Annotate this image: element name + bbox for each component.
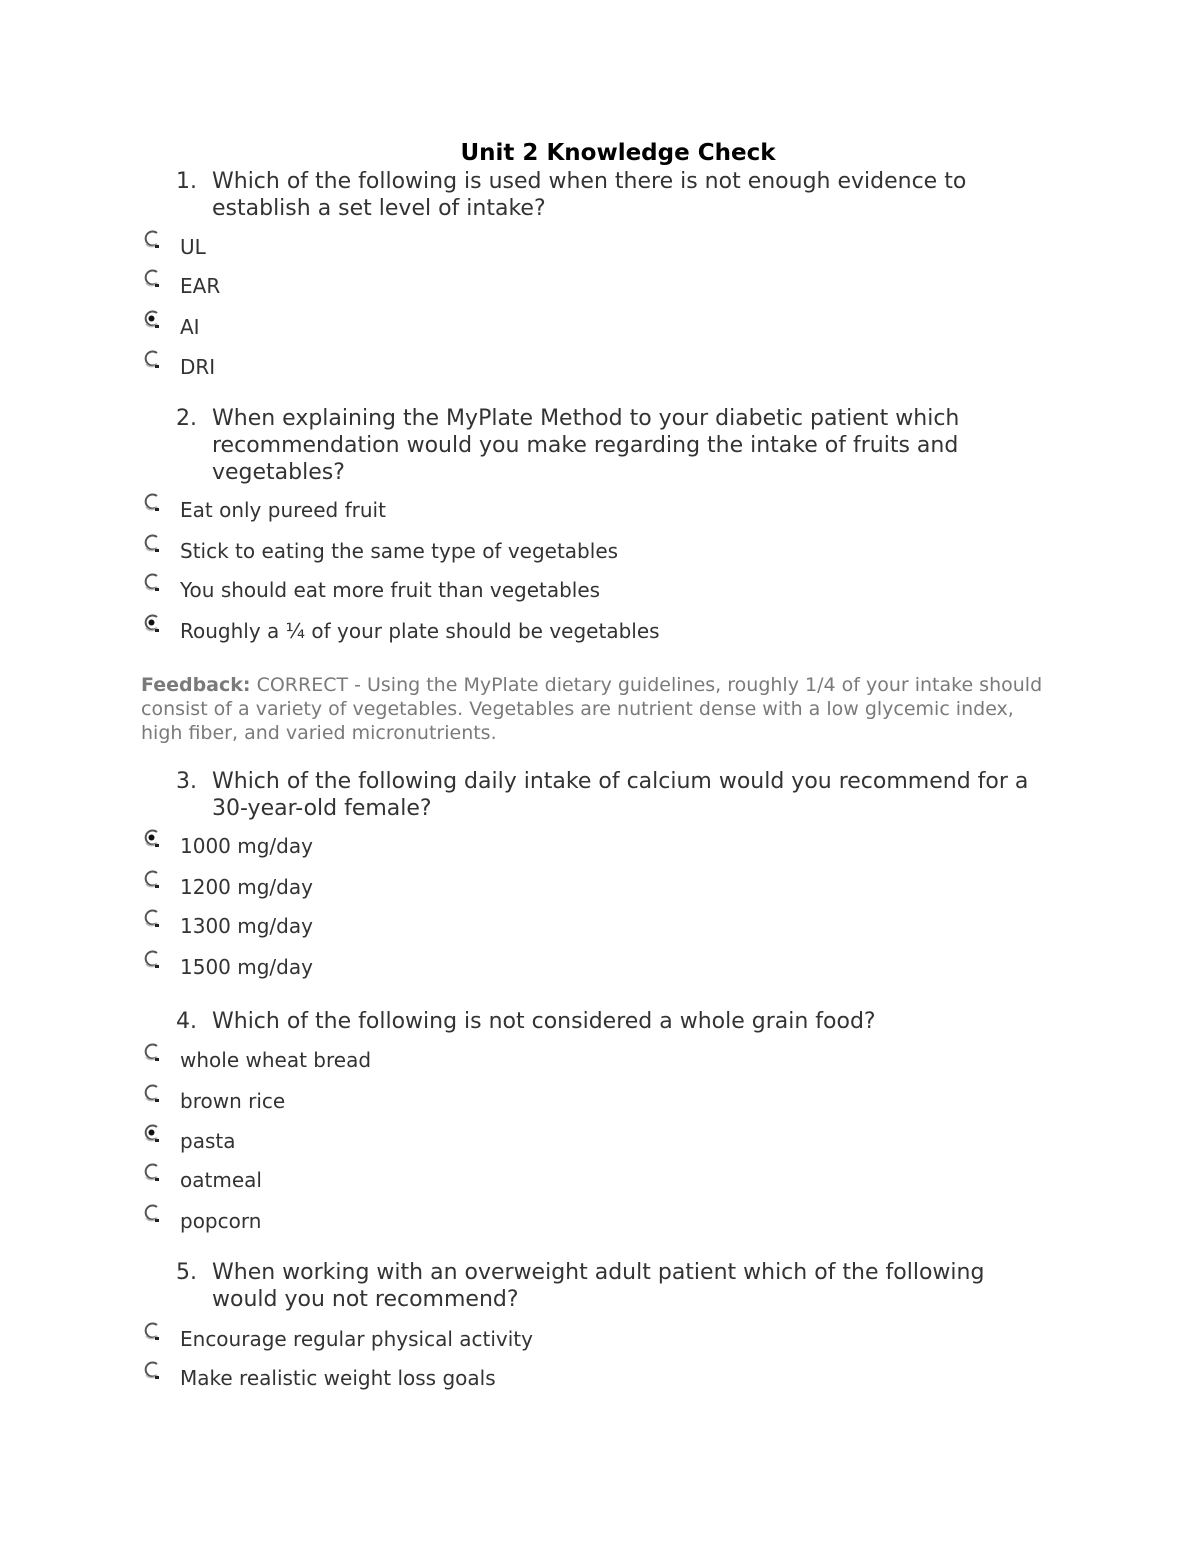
question-number: 2. [176, 406, 197, 431]
radio-unselected-icon[interactable] [142, 1203, 162, 1223]
option-q1-ear[interactable] [0, 268, 900, 298]
feedback [141, 673, 1061, 745]
radio-unselected-icon[interactable] [142, 1321, 162, 1341]
option-label: Make realistic weight loss goals [180, 1366, 496, 1390]
option-q4-e[interactable] [0, 1203, 900, 1233]
option-q2-c[interactable] [0, 572, 900, 602]
option-q3-c[interactable] [0, 908, 900, 938]
option-q4-b[interactable] [0, 1083, 900, 1113]
option-q4-a[interactable] [0, 1042, 900, 1072]
option-label: oatmeal [180, 1168, 262, 1192]
radio-unselected-icon[interactable] [142, 1162, 162, 1182]
option-q2-d[interactable] [0, 613, 900, 643]
option-q4-c[interactable] [0, 1123, 900, 1153]
feedback-label: Feedback: [141, 674, 251, 696]
question-5 [176, 1259, 1056, 1313]
radio-unselected-icon[interactable] [142, 229, 162, 249]
option-label: whole wheat bread [180, 1048, 372, 1072]
option-q1-ai[interactable] [0, 309, 900, 339]
option-q5-b[interactable] [0, 1360, 900, 1390]
option-label: 1300 mg/day [180, 914, 313, 938]
question-4 [176, 1008, 1056, 1035]
question-text: When working with an overweight adult patient which of the following would you not recommend? [212, 1260, 985, 1312]
radio-unselected-icon[interactable] [142, 949, 162, 969]
radio-unselected-icon[interactable] [142, 1083, 162, 1103]
option-q4-d[interactable] [0, 1162, 900, 1192]
feedback-text: CORRECT - Using the MyPlate dietary guidelines, roughly 1/4 of your intake should consist of a variety of vegetables. Vegetables are nutrient dense with a low glycemic index, high fiber, and varied micronutrients. [141, 674, 1043, 744]
question-text: Which of the following is not considered a whole grain food? [212, 1009, 876, 1034]
radio-unselected-icon[interactable] [142, 492, 162, 512]
radio-unselected-icon[interactable] [142, 533, 162, 553]
radio-unselected-icon[interactable] [142, 1042, 162, 1062]
question-number: 3. [176, 769, 197, 794]
option-label: UL [180, 235, 206, 259]
question-text: When explaining the MyPlate Method to your diabetic patient which recommendation would you make regarding the intake of fruits and vegetables? [212, 406, 960, 485]
question-number: 1. [176, 169, 197, 194]
question-1 [176, 168, 1056, 222]
page-title: Unit 2 Knowledge Check [460, 140, 776, 166]
option-label: DRI [180, 355, 216, 379]
radio-unselected-icon[interactable] [142, 1360, 162, 1380]
radio-selected-icon[interactable] [142, 613, 162, 633]
question-number: 4. [176, 1009, 197, 1034]
option-q1-ul[interactable] [0, 229, 900, 259]
option-label: popcorn [180, 1209, 262, 1233]
option-label: You should eat more fruit than vegetables [180, 578, 601, 602]
radio-selected-icon[interactable] [142, 309, 162, 329]
option-label: Stick to eating the same type of vegetables [180, 539, 619, 563]
radio-unselected-icon[interactable] [142, 908, 162, 928]
question-number: 5. [176, 1260, 197, 1285]
option-q2-a[interactable] [0, 492, 900, 522]
option-label: 1000 mg/day [180, 834, 313, 858]
option-q2-b[interactable] [0, 533, 900, 563]
option-label: Roughly a ¼ of your plate should be vegetables [180, 619, 660, 643]
radio-unselected-icon[interactable] [142, 869, 162, 889]
question-3 [176, 768, 1056, 822]
option-q5-a[interactable] [0, 1321, 900, 1351]
option-q3-a[interactable] [0, 828, 900, 858]
option-q3-d[interactable] [0, 949, 900, 979]
option-label: AI [180, 315, 200, 339]
option-label: pasta [180, 1129, 236, 1153]
question-2 [176, 405, 1056, 486]
option-q3-b[interactable] [0, 869, 900, 899]
option-label: Eat only pureed fruit [180, 498, 386, 522]
option-label: Encourage regular physical activity [180, 1327, 533, 1351]
option-label: 1200 mg/day [180, 875, 313, 899]
option-label: 1500 mg/day [180, 955, 313, 979]
question-text: Which of the following is used when there is not enough evidence to establish a set level of intake? [212, 169, 967, 221]
radio-unselected-icon[interactable] [142, 349, 162, 369]
question-text: Which of the following daily intake of calcium would you recommend for a 30-year-old female? [212, 769, 1029, 821]
option-label: EAR [180, 274, 221, 298]
option-q1-dri[interactable] [0, 349, 900, 379]
radio-unselected-icon[interactable] [142, 572, 162, 592]
radio-unselected-icon[interactable] [142, 268, 162, 288]
radio-selected-icon[interactable] [142, 1123, 162, 1143]
radio-selected-icon[interactable] [142, 828, 162, 848]
option-label: brown rice [180, 1089, 286, 1113]
